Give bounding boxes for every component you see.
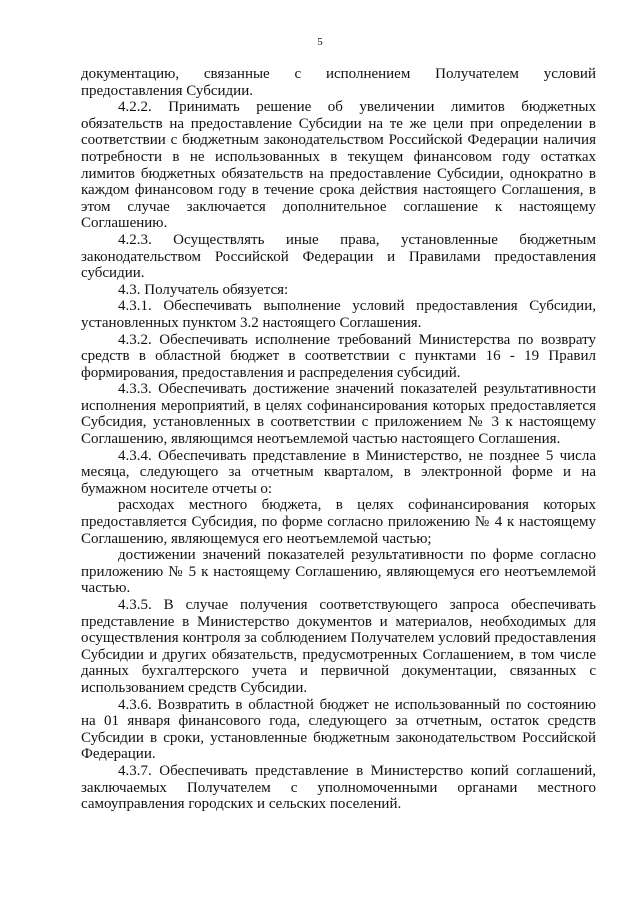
paragraph: 4.3.4. Обеспечивать представление в Министерство, не позднее 5 числа месяца, следующего за отчетным кварталом, в электронной форме и на бумажном носителе отчеты о: (81, 447, 596, 497)
paragraph: 4.2.3. Осуществлять иные права, установленные бюджетным законодательством Российской Федерации и Правилами предоставления субсидии. (81, 231, 596, 282)
paragraph: 4.3.1. Обеспечивать выполнение условий предоставления Субсидии, установленных пунктом 3.2 настоящего Соглашения. (81, 298, 596, 331)
paragraph: 4.3.2. Обеспечивать исполнение требований Министерства по возврату средств в областной бюджет в соответствии с пунктами 16 - 19 Правил формирования, предоставления и распределения субсидий. (81, 331, 596, 381)
page-number: 5 (317, 36, 323, 48)
paragraph: 4.3.5. В случае получения соответствующего запроса обеспечивать представление в Министерство документов и материалов, необходимых для осуществления контроля за соблюдением Получателем условий предоставления Субсидии и других обязательств, предусмотренных Соглашением, в том числе данных бухгалтерского учета и первичной документации, связанных с использованием средств Субсидии. (81, 597, 596, 696)
paragraph: документацию, связанные с исполнением Получателем условий предоставления Субсидии. (81, 66, 596, 99)
paragraph: расходах местного бюджета, в целях софинансирования которых предоставляется Субсидия, по форме согласно приложению № 4 к настоящему Соглашению, являющемуся его неотъемлемой частью; (81, 497, 596, 547)
paragraph: 4.3.6. Возвратить в областной бюджет не использованный по состоянию на 01 января финансового года, следующего за отчетным, остаток средств Субсидии в сроки, установленные бюджетным законодательством Российской Федерации. (81, 696, 596, 763)
paragraph: достижении значений показателей результативности по форме согласно приложению № 5 к настоящему Соглашению, являющемуся его неотъемлемой частью. (81, 547, 596, 597)
paragraph: 4.3.7. Обеспечивать представление в Министерство копий соглашений, заключаемых Получателем с уполномоченными органами местного самоуправления городских и сельских поселений. (81, 762, 596, 813)
paragraph: 4.3. Получатель обязуется: (118, 281, 289, 298)
paragraph: 4.3.3. Обеспечивать достижение значений показателей результативности исполнения мероприятий, в целях софинансирования которых предоставляется Субсидия, установленных в соответствии с приложением № 3 к настоящему Соглашению, являющимся неотъемлемой частью настоящего Соглашения. (81, 381, 596, 448)
document-body (81, 66, 596, 813)
paragraph: 4.2.2. Принимать решение об увеличении лимитов бюджетных обязательств на предоставление Субсидии на те же цели при определении в соответствии с бюджетным законодательством Российской Федерации наличия потребности в не использованных в текущем финансовом году остатках лимитов бюджетных обязательств на предоставление Субсидии, однократно в каждом финансовом году в течение срока действия настоящего Соглашения, в этом случае заключается дополнительное соглашение к настоящему Соглашению. (81, 99, 596, 232)
